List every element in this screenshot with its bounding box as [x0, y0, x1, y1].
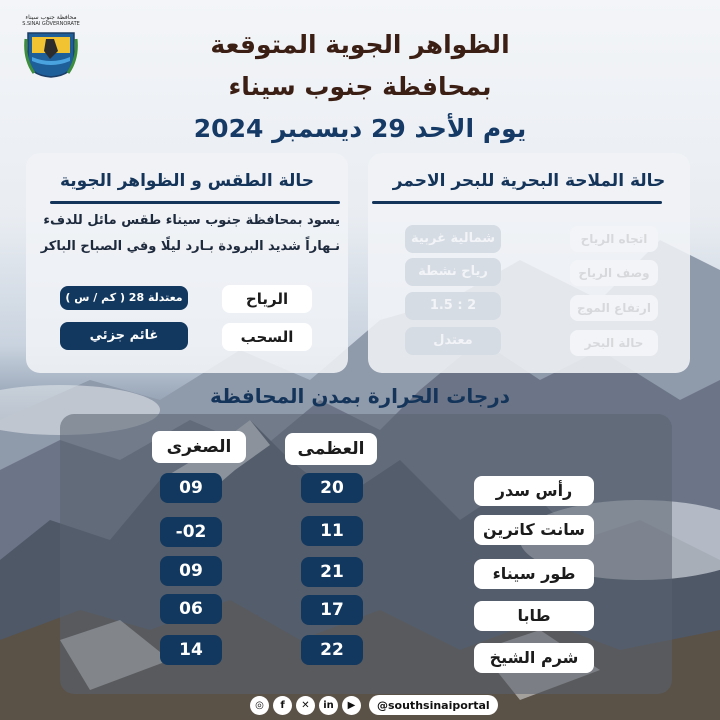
weather-heading: حالة الطقس و الظواهر الجوية [59, 171, 315, 191]
city-max-el-tor: 21 [301, 557, 363, 587]
page-subtitle: بمحافظة جنوب سيناء [228, 72, 492, 101]
weather-description-line1: يسود بمحافظة جنوب سيناء طقس مائل للدفء [43, 213, 340, 228]
marine-divider [372, 201, 662, 204]
city-min-sharm-el-sheikh: 14 [160, 635, 222, 665]
youtube-icon[interactable]: ▶ [342, 696, 361, 715]
date-heading: يوم الأحد 29 ديسمبر 2024 [193, 114, 527, 143]
city-name-sharm-el-sheikh: شرم الشيخ [474, 643, 594, 673]
city-min-taba: 06 [160, 594, 222, 624]
page-title: الظواهر الجوية المتوقعة [210, 30, 510, 59]
weather-description-line2: نـهاراً شديد البرودة بـارد ليلًا وفي الصباح الباكر [40, 239, 340, 254]
city-min-ras-sudr: 09 [160, 473, 222, 503]
logo-text-ar: محافظة جنوب سيناء [25, 14, 77, 21]
social-handle[interactable]: @southsinaiportal [369, 695, 498, 715]
city-max-saint-catherine: 11 [301, 516, 363, 546]
max-temp-header: العظمى [285, 433, 377, 465]
weather-value-clouds: غائم جزئي [60, 322, 188, 350]
city-max-ras-sudr: 20 [301, 473, 363, 503]
weather-divider [50, 201, 340, 204]
min-temp-header: الصغرى [152, 431, 246, 463]
x-icon[interactable]: ✕ [296, 696, 315, 715]
city-name-el-tor: طور سيناء [474, 559, 594, 589]
logo-text-en: S.SINAI GOVERNORATE [22, 21, 80, 27]
weather-label-wind: الرياح [222, 285, 312, 313]
city-name-taba: طابا [474, 601, 594, 631]
city-max-taba: 17 [301, 595, 363, 625]
marine-panel [368, 153, 690, 373]
city-min-el-tor: 09 [160, 556, 222, 586]
city-name-ras-sudr: رأس سدر [474, 476, 594, 506]
social-footer [250, 694, 498, 716]
city-name-saint-catherine: سانت كاترين [474, 515, 594, 545]
city-min-saint-catherine: -02 [160, 517, 222, 547]
linkedin-icon[interactable]: in [319, 696, 338, 715]
temperatures-heading: درجات الحرارة بمدن المحافظة [209, 384, 511, 408]
facebook-icon[interactable]: f [273, 696, 292, 715]
marine-heading: حالة الملاحة البحرية للبحر الاحمر [392, 171, 666, 191]
city-max-sharm-el-sheikh: 22 [301, 635, 363, 665]
instagram-icon[interactable]: ◎ [250, 696, 269, 715]
weather-value-wind: معتدلة 28 ( كم / س ) [60, 286, 188, 310]
weather-label-clouds: السحب [222, 323, 312, 351]
